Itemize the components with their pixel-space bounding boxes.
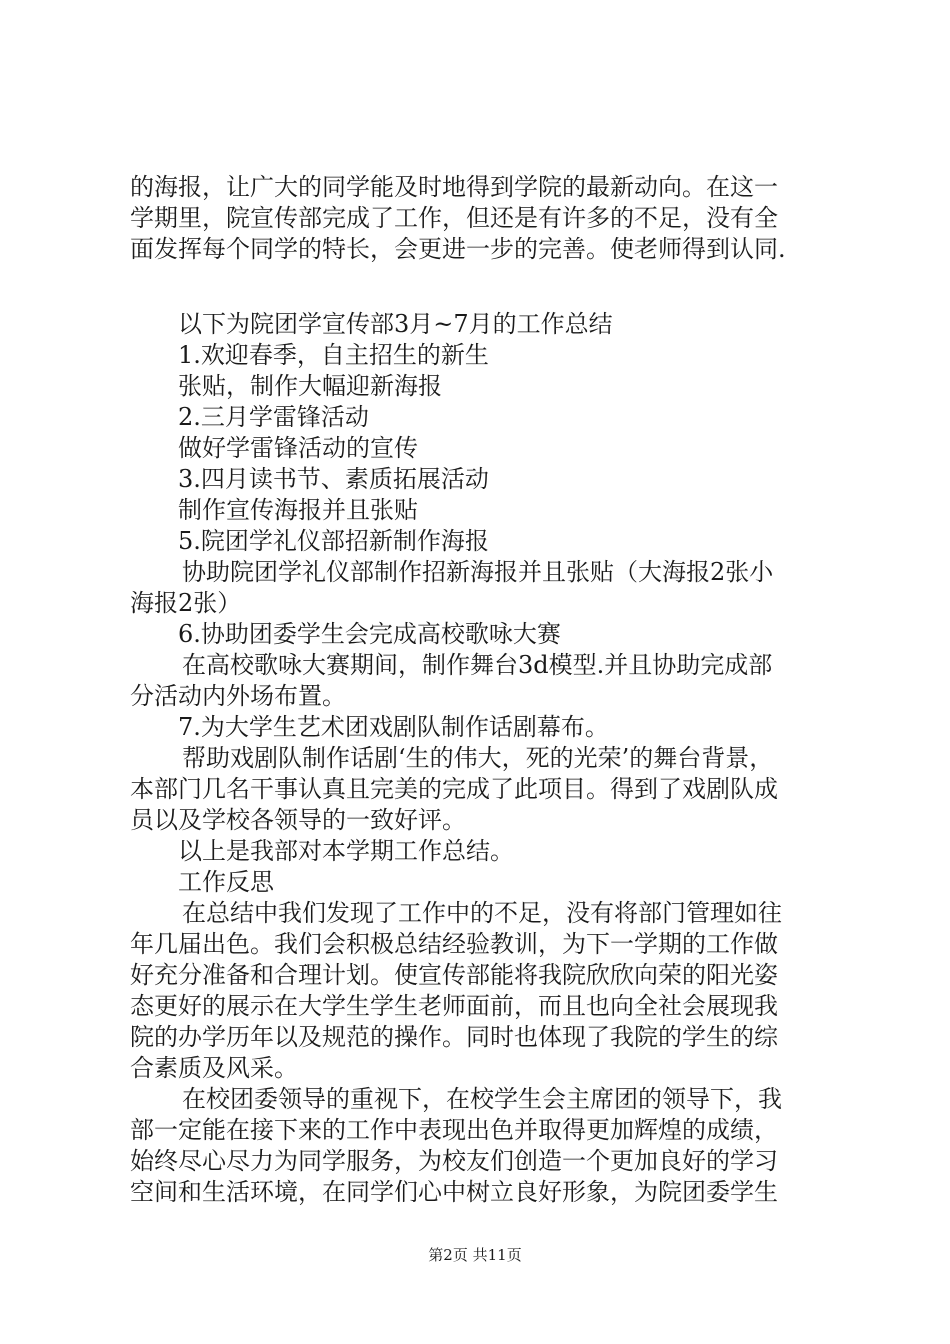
paragraph-gap: [130, 265, 830, 309]
item-description: 分活动内外场布置。: [130, 682, 346, 710]
reflection-paragraph-line: 在总结中我们发现了工作中的不足，没有将部门管理如往: [182, 899, 782, 927]
item-description: 员以及学校各领导的一致好评。: [130, 806, 466, 834]
item-title: 1.欢迎春季，自主招生的新生: [178, 341, 489, 369]
reflection-paragraph-line: 空间和生活环境，在同学们心中树立良好形象，为院团委学生: [130, 1178, 778, 1206]
reflection-paragraph-line: 态更好的展示在大学生学生老师面前，而且也向全社会展现我: [130, 992, 778, 1020]
intro-line: 学期里，院宣传部完成了工作，但还是有许多的不足，没有全: [130, 204, 778, 232]
conclusion-text: 以上是我部对本学期工作总结。: [178, 837, 514, 865]
item-description: 做好学雷锋活动的宣传: [178, 434, 418, 462]
item-description: 帮助戏剧队制作话剧‘生的伟大，死的光荣’的舞台背景，: [182, 744, 774, 772]
item-description: 制作宣传海报并且张贴: [178, 496, 418, 524]
item-description: 在高校歌咏大赛期间，制作舞台3d模型.并且协助完成部: [182, 651, 773, 679]
reflection-paragraph-line: 部一定能在接下来的工作中表现出色并取得更加辉煌的成绩，: [130, 1116, 778, 1144]
page-number-footer: 第2页 共11页: [428, 1246, 522, 1264]
document-body: [130, 172, 830, 1208]
item-description: 本部门几名干事认真且完美的完成了此项目。得到了戏剧队成: [130, 775, 778, 803]
item-title: 5.院团学礼仪部招新制作海报: [178, 527, 489, 555]
intro-line: 面发挥每个同学的特长，会更进一步的完善。使老师得到认同.: [130, 235, 786, 263]
item-title: 2.三月学雷锋活动: [178, 403, 369, 431]
item-description: 海报2张）: [130, 589, 242, 617]
reflection-paragraph-line: 始终尽心尽力为同学服务，为校友们创造一个更加良好的学习: [130, 1147, 778, 1175]
item-title: 6.协助团委学生会完成高校歌咏大赛: [178, 620, 561, 648]
item-description: 张贴，制作大幅迎新海报: [178, 372, 442, 400]
reflection-heading: 工作反思: [178, 868, 274, 896]
item-description: 协助院团学礼仪部制作招新海报并且张贴（大海报2张小: [182, 558, 774, 586]
item-title: 7.为大学生艺术团戏剧队制作话剧幕布。: [178, 713, 609, 741]
reflection-paragraph-line: 好充分准备和合理计划。使宣传部能将我院欣欣向荣的阳光姿: [130, 961, 778, 989]
intro-line: 的海报，让广大的同学能及时地得到学院的最新动向。在这一: [130, 173, 778, 201]
reflection-paragraph-line: 院的办学历年以及规范的操作。同时也体现了我院的学生的综: [130, 1023, 778, 1051]
item-title: 3.四月读书节、素质拓展活动: [178, 465, 489, 493]
reflection-paragraph-line: 年几届出色。我们会积极总结经验教训，为下一学期的工作做: [130, 930, 778, 958]
summary-heading: 以下为院团学宣传部3月~7月的工作总结: [178, 310, 613, 338]
reflection-paragraph-line: 在校团委领导的重视下，在校学生会主席团的领导下，我: [182, 1085, 782, 1113]
reflection-paragraph-line: 合素质及风采。: [130, 1054, 298, 1082]
